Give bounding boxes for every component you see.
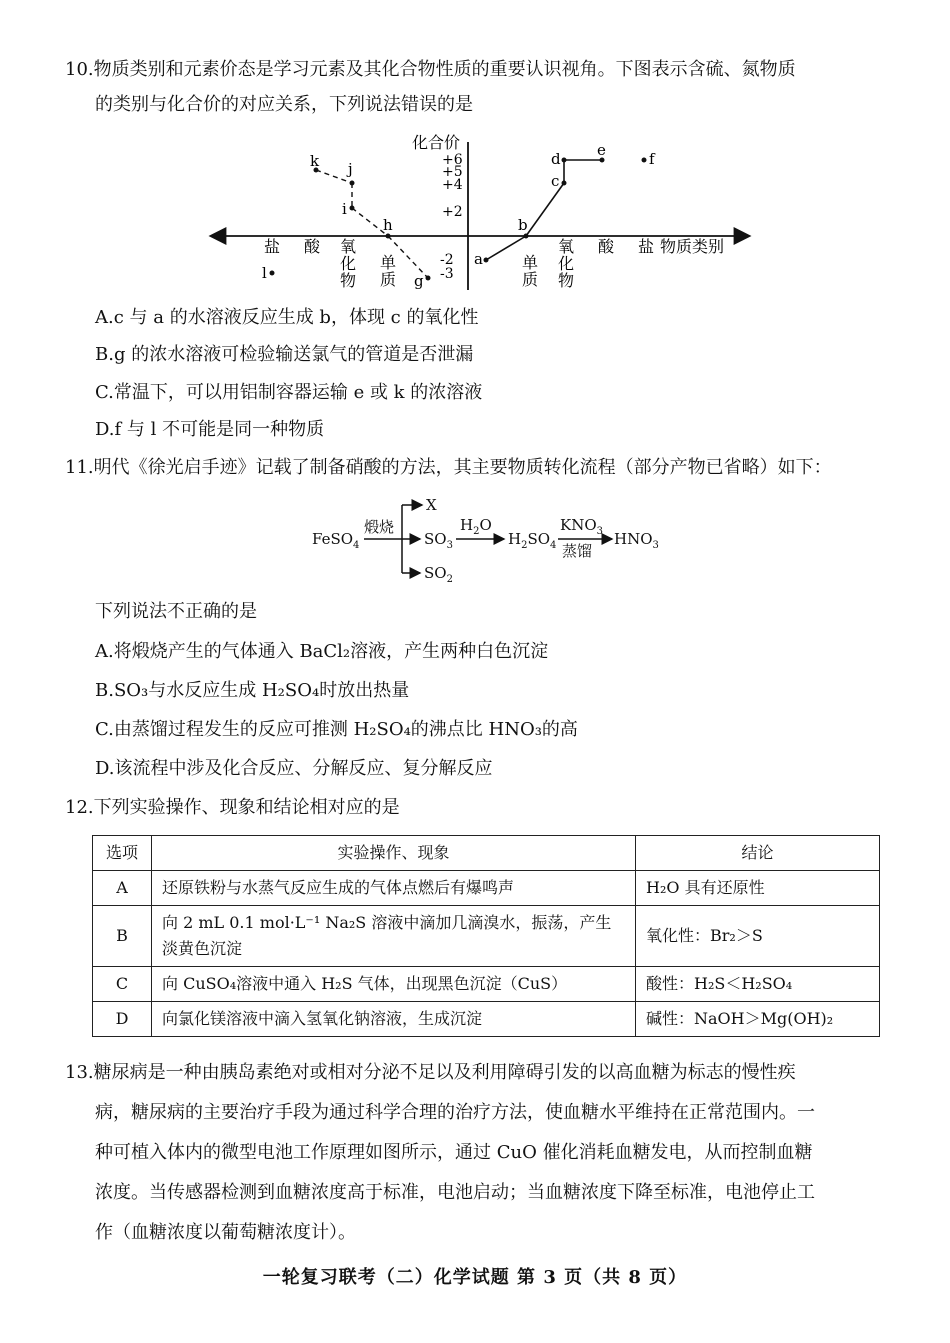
row-a-action: 还原铁粉与水蒸气反应生成的气体点燃后有爆鸣声 (152, 871, 636, 906)
flow-h2o: $H_2O$ (460, 516, 492, 537)
table-row (93, 967, 880, 1002)
cat-right-element: 单质 (522, 253, 539, 289)
cat-right-oxide: 氧化物 (558, 237, 575, 290)
y-axis-label: 化合价 (412, 133, 461, 152)
cat-right-acid: 酸 (598, 237, 615, 256)
q11-option-d: D.该流程中涉及化合反应、分解反应、复分解反应 (95, 758, 493, 779)
q13-line3: 种可植入体内的微型电池工作原理如图所示，通过 CuO 催化消耗血糖发电，从而控制血糖 (95, 1142, 813, 1163)
q10-stem-line2: 的类别与化合价的对应关系，下列说法错误的是 (95, 94, 473, 115)
q13-line2: 病，糖尿病的主要治疗手段为通过科学合理的治疗方法，使血糖水平维持在正常范围内。一 (95, 1102, 815, 1123)
y-tick-plus6: +6 (442, 152, 463, 168)
flow-hno3: $HNO_3$ (614, 530, 659, 551)
point-h-label: h (383, 216, 393, 234)
table-row (93, 871, 880, 906)
point-h-dot (386, 234, 391, 239)
y-tick-plus5: +5 (442, 164, 463, 180)
point-i-label: i (342, 200, 347, 218)
cat-left-element: 单质 (380, 253, 397, 289)
point-a-dot (484, 258, 489, 263)
row-b-conclusion: 氧化性：Br₂＞S (636, 906, 880, 967)
q10-option-b: B.g 的浓水溶液可检验输送氯气的管道是否泄漏 (95, 344, 474, 365)
flow-kno3: $KNO_3$ (560, 516, 604, 537)
y-tick-minus3: -3 (440, 266, 454, 282)
q12-stem: 12.下列实验操作、现象和结论相对应的是 (65, 797, 400, 818)
q13-line5: 作（血糖浓度以葡萄糖浓度计）。 (95, 1222, 356, 1243)
cat-left-acid: 酸 (304, 237, 321, 256)
flow-feso4: FeSO$_4$ (312, 530, 360, 551)
x-axis-label: 物质类别 (660, 237, 725, 256)
point-g-label: g (414, 272, 424, 290)
point-b-dot (524, 234, 529, 239)
point-j-label: j (348, 160, 353, 178)
point-l-label: l (262, 264, 267, 282)
q13-line1: 13.糖尿病是一种由胰岛素绝对或相对分泌不足以及利用障碍引发的以高血糖为标志的慢性疾 (65, 1062, 796, 1083)
q11-option-a: A.将煅烧产生的气体通入 BaCl₂溶液，产生两种白色沉淀 (95, 641, 549, 662)
q10-option-c: C.常温下，可以用铝制容器运输 e 或 k 的浓溶液 (95, 382, 483, 403)
row-d-action: 向氯化镁溶液中滴入氢氧化钠溶液，生成沉淀 (152, 1002, 636, 1037)
header-option: 选项 (93, 836, 152, 871)
flow-calcination-label: 煅烧 (364, 518, 395, 536)
q11-option-b: B.SO₃与水反应生成 H₂SO₄时放出热量 (95, 680, 410, 701)
point-c-label: c (551, 172, 560, 190)
point-g-dot (426, 276, 431, 281)
point-f-dot (642, 158, 647, 163)
page-footer: 一轮复习联考（二）化学试题 第 3 页（共 8 页） (262, 1267, 688, 1288)
cat-left-oxide: 氧化物 (340, 237, 357, 290)
point-l-dot (270, 271, 275, 276)
point-d-label: d (551, 150, 561, 168)
point-a-label: a (474, 250, 483, 268)
row-c-action: 向 CuSO₄溶液中通入 H₂S 气体，出现黑色沉淀（CuS） (152, 967, 636, 1002)
row-b-action: 向 2 mL 0.1 mol·L⁻¹ Na₂S 溶液中滴加几滴溴水，振荡，产生淡黄色沉淀 (152, 906, 636, 967)
table-row (93, 1002, 880, 1037)
point-c-dot (562, 181, 567, 186)
point-b-label: b (518, 216, 528, 234)
flow-distill-label: 蒸馏 (562, 542, 593, 560)
q11-ask: 下列说法不正确的是 (95, 601, 257, 622)
point-d-dot (562, 158, 567, 163)
header-action: 实验操作、现象 (152, 836, 636, 871)
valence-category-diagram (200, 128, 760, 298)
y-tick-labels (440, 152, 463, 282)
cat-left-salt: 盐 (264, 237, 281, 256)
nitric-acid-flowchart (310, 488, 690, 588)
experiment-table (92, 835, 880, 1037)
y-tick-minus2: -2 (440, 252, 454, 268)
q11-stem: 11.明代《徐光启手迹》记载了制备硝酸的方法，其主要物质转化流程（部分产物已省略）如下： (65, 457, 832, 478)
point-i-dot (350, 206, 355, 211)
flow-h2so4: $H_2SO_4$ (508, 530, 557, 551)
row-d-conclusion: 碱性：NaOH＞Mg(OH)₂ (636, 1002, 880, 1037)
row-c-conclusion: 酸性：H₂S＜H₂SO₄ (636, 967, 880, 1002)
q10-option-d: D.f 与 l 不可能是同一种物质 (95, 419, 325, 440)
flow-x: X (426, 496, 437, 514)
flow-so2: $SO_2$ (424, 564, 453, 585)
y-tick-plus4: +4 (442, 177, 463, 193)
row-c-option: C (93, 967, 152, 1002)
y-tick-plus2: +2 (442, 204, 463, 220)
header-conclusion: 结论 (636, 836, 880, 871)
table-row (93, 906, 880, 967)
row-a-conclusion: H₂O 具有还原性 (636, 871, 880, 906)
point-e-label: e (597, 141, 606, 159)
row-d-option: D (93, 1002, 152, 1037)
flow-so3: $SO_3$ (424, 530, 453, 551)
point-f-label: f (649, 150, 655, 168)
q13-line4: 浓度。当传感器检测到血糖浓度高于标准，电池启动；当血糖浓度下降至标准，电池停止工 (95, 1182, 815, 1203)
row-a-option: A (93, 871, 152, 906)
q10-option-a: A.c 与 a 的水溶液反应生成 b，体现 c 的氧化性 (95, 307, 479, 328)
q10-stem-line1: 10.物质类别和元素价态是学习元素及其化合物性质的重要认识视角。下图表示含硫、氮物质 (65, 59, 796, 80)
point-j-dot (350, 181, 355, 186)
cat-right-salt: 盐 (638, 237, 655, 256)
row-b-option: B (93, 906, 152, 967)
x-category-labels (264, 237, 654, 290)
left-dashed-lines (316, 170, 428, 278)
q11-option-c: C.由蒸馏过程发生的反应可推测 H₂SO₄的沸点比 HNO₃的高 (95, 719, 578, 740)
table-header-row (93, 836, 880, 871)
right-solid-lines (486, 160, 602, 260)
point-k-label: k (310, 152, 320, 170)
